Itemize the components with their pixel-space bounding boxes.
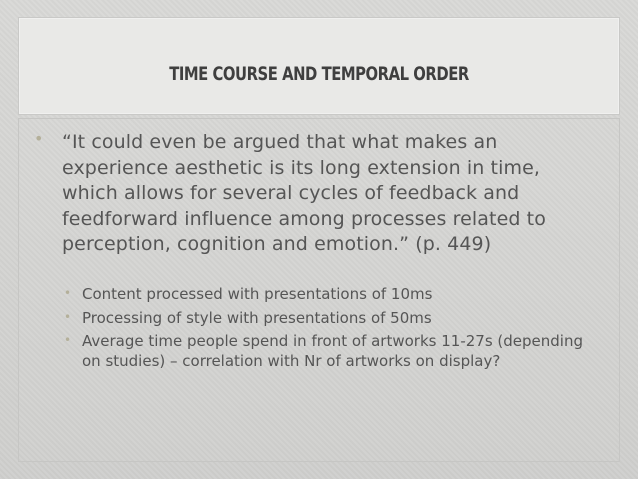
title-box	[18, 17, 620, 115]
bullet-icon: •	[34, 129, 44, 148]
bullet-icon: •	[64, 309, 72, 324]
sub-bullet-text: Content processed with presentations of 10ms	[82, 285, 433, 303]
sub-bullet	[64, 309, 604, 329]
slide-title: TIME COURSE AND TEMPORAL ORDER	[169, 63, 469, 85]
sub-bullet-text: Processing of style with presentations of 50ms	[82, 308, 432, 327]
sub-bullet	[64, 332, 604, 371]
main-bullet	[34, 130, 594, 258]
bullet-icon: •	[64, 333, 72, 347]
main-bullet-text: “It could even be argued that what makes an experience aesthetic is its long extension in time, which allows for several cycles of feedback and feedforward influence among processes related to perception, cognition and emotion.” (p. 449)	[62, 131, 546, 255]
sub-bullet-text: Average time people spend in front of artworks 11-27s (depending on studies) – correlation with Nr of artworks on display?	[82, 332, 583, 370]
sub-bullet-list	[64, 285, 604, 375]
bullet-icon: •	[64, 286, 72, 300]
sub-bullet	[64, 285, 604, 305]
